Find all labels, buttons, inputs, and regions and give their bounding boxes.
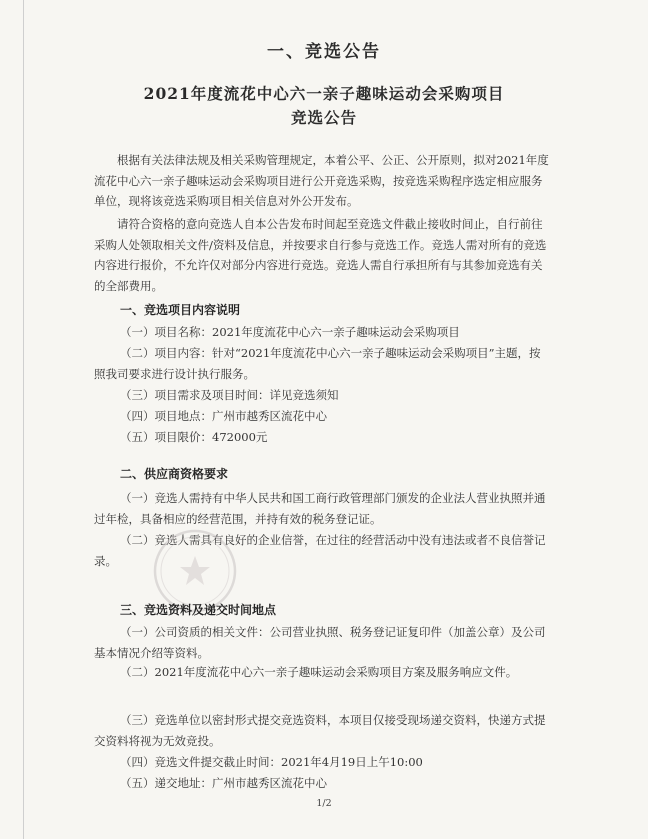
- section-2-item-1: （一）竞选人需持有中华人民共和国工商行政管理部门颁发的企业法人营业执照并通过年检，具备相应的经营范围，并持有效的税务登记证。: [94, 491, 546, 526]
- section-1-item-3: （三）项目需求及项目时间：详见竞选须知: [120, 388, 339, 402]
- section-2-heading: 二、供应商资格要求: [120, 467, 229, 481]
- document-title-line-2: 竞选公告: [290, 108, 357, 127]
- section-3-item-5: （五）递交地址：广州市越秀区流花中心: [120, 776, 327, 790]
- section-1-item-2: （二）项目内容：针对“2021年度流花中心六一亲子趣味运动会采购项目”主题，按照我司要求进行设计执行服务。: [94, 346, 541, 381]
- intro-paragraph-1: 根据有关法律法规及相关采购管理规定，本着公平、公正、公开原则，拟对2021年度流花中心六一亲子趣味运动会采购项目进行公开竞选采购，按竞选采购程序选定相应服务单位，现将该竞选采购项目相关信息对外公开发布。: [94, 153, 549, 208]
- section-1-item-4: （四）项目地点：广州市越秀区流花中心: [120, 409, 327, 423]
- page-number: 1/2: [316, 798, 332, 809]
- section-heading: 一、竞选公告: [267, 42, 381, 62]
- section-3-item-1: （一）公司资质的相关文件：公司营业执照、税务登记证复印件（加盖公章）及公司基本情况介绍等资料。: [94, 625, 546, 660]
- intro-paragraph-2: 请符合资格的意向竞选人自本公告发布时间起至竞选文件截止接收时间止，自行前往采购人处领取相关文件/资料及信息，并按要求自行参与竞选工作。竞选人需对所有的竞选内容进行报价，不允许仅对部分内容进行竞选。竞选人需自行承担所有与其参加竞选有关的全部费用。: [94, 217, 547, 293]
- document-title: [0, 82, 648, 130]
- document-title-line-1: 2021年度流花中心六一亲子趣味运动会采购项目: [143, 84, 505, 103]
- section-1-item-5: （五）项目限价：472000元: [120, 430, 268, 444]
- section-3-item-4: （四）竞选文件提交截止时间：2021年4月19日上午10:00: [120, 755, 423, 769]
- section-3-heading: 三、竞选资料及递交时间地点: [120, 603, 277, 617]
- section-3-item-3: （三）竞选单位以密封形式提交竞选资料，本项目仅接受现场递交资料，快递方式提交资料将视为无效竞投。: [94, 713, 546, 748]
- section-3-item-2: （二）2021年度流花中心六一亲子趣味运动会采购项目方案及服务响应文件。: [120, 665, 518, 679]
- section-1-item-1: （一）项目名称：2021年度流花中心六一亲子趣味运动会采购项目: [120, 325, 460, 339]
- section-1-heading: 一、竞选项目内容说明: [120, 303, 241, 317]
- section-2-item-2: （二）竞选人需具有良好的企业信誉，在过往的经营活动中没有违法或者不良信誉记录。: [94, 533, 546, 568]
